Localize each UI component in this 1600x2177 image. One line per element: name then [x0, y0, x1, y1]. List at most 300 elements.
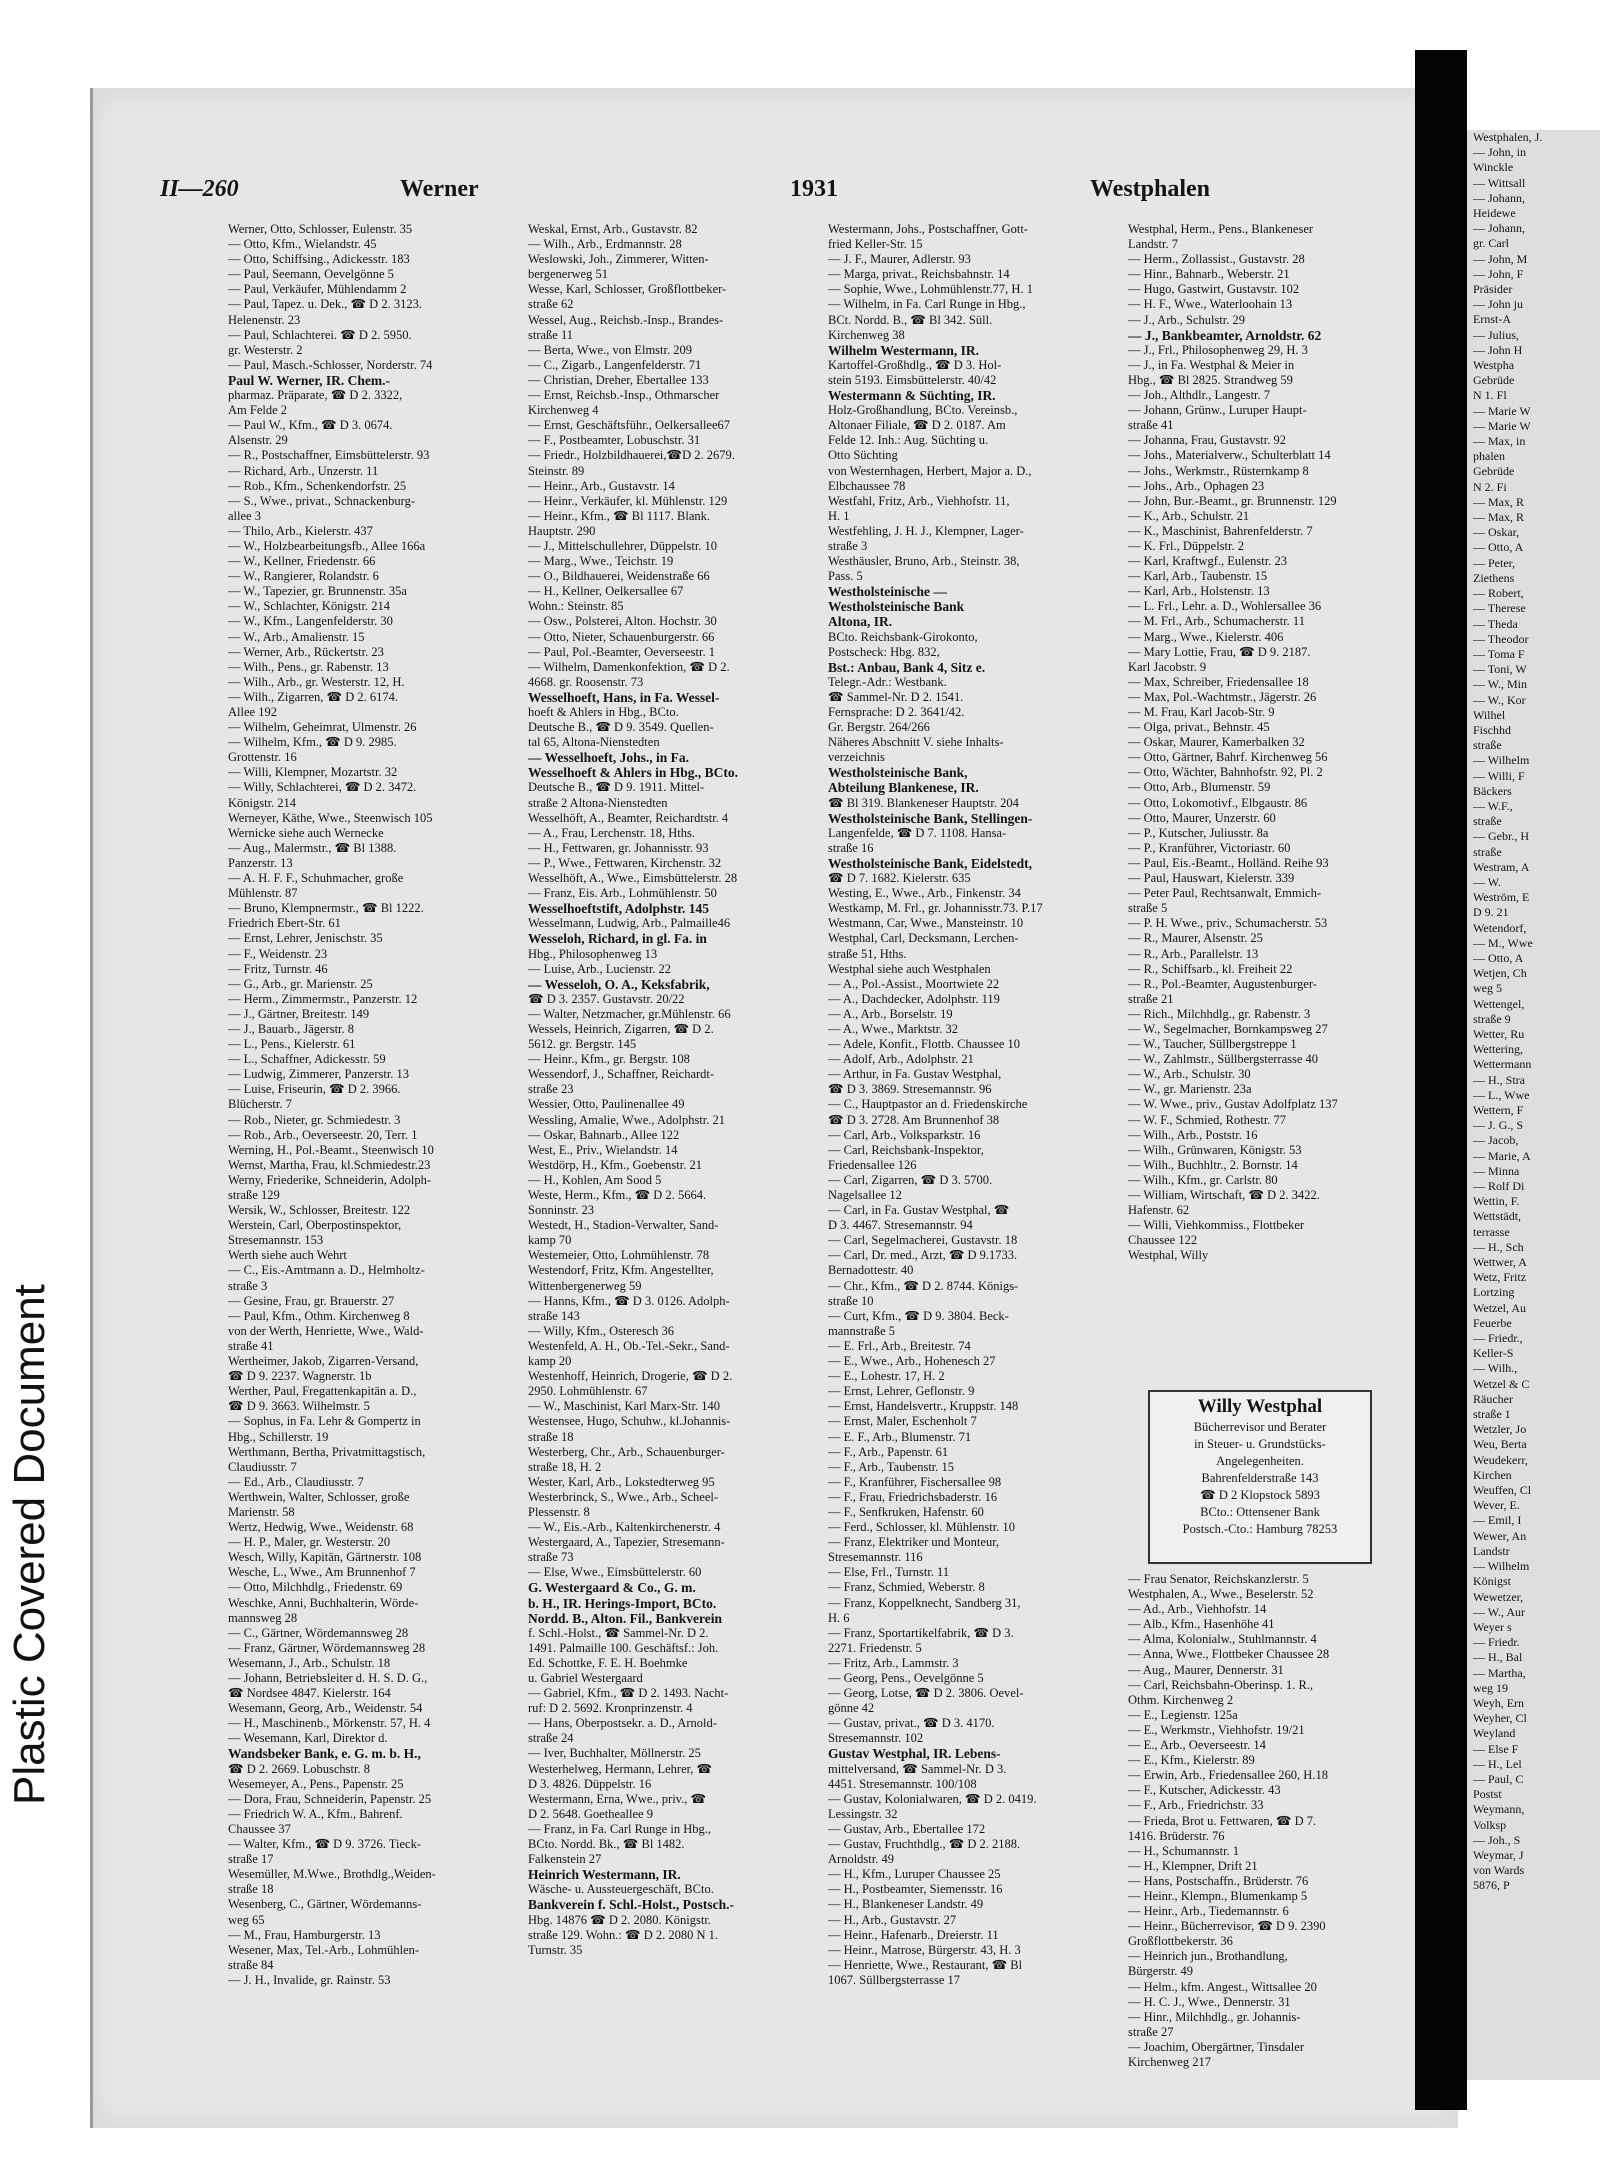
- next-page-entry: — John, in: [1473, 145, 1527, 160]
- directory-entry-line: — Wilh., Arb., Poststr. 16: [1128, 1127, 1258, 1142]
- directory-entry-line: — Christian, Dreher, Ebertallee 133: [528, 372, 709, 387]
- directory-entry-line: — J., Arb., Schulstr. 29: [1128, 312, 1246, 327]
- next-page-entry: — Otto, A: [1473, 950, 1524, 965]
- directory-entry-line: — Osw., Polsterei, Alton. Hochstr. 30: [528, 614, 717, 629]
- directory-entry-line: Wester, Karl, Arb., Lokstedterweg 95: [528, 1474, 715, 1489]
- directory-entry-line: weg 65: [228, 1912, 265, 1927]
- next-page-entry: Wetzel & C: [1473, 1376, 1530, 1391]
- next-page-entry: — H., Sch: [1473, 1239, 1524, 1254]
- next-page-entry: 5876, P: [1473, 1878, 1510, 1893]
- directory-entry-line: Panzerstr. 13: [228, 855, 293, 870]
- next-page-entry: — Theda: [1473, 616, 1518, 631]
- directory-entry-line: — Sophus, in Fa. Lehr & Gompertz in: [228, 1414, 421, 1429]
- directory-entry-line: — A., Frau, Lerchenstr. 18, Hths.: [528, 825, 695, 840]
- directory-entry-line: straße 41: [1128, 418, 1174, 433]
- directory-entry-line: Westedt, H., Stadion-Verwalter, Sand-: [528, 1218, 719, 1233]
- directory-entry-line: Helenenstr. 23: [228, 312, 301, 327]
- next-page-entry: Weyher, Cl: [1473, 1711, 1527, 1726]
- directory-entry-line: — A., Arb., Borselstr. 19: [828, 1006, 953, 1021]
- directory-entry-line: Westendorf, Fritz, Kfm. Angestellter,: [528, 1263, 714, 1278]
- directory-entry-line: straße 51, Hths.: [828, 946, 907, 961]
- next-page-entry: — Paul, C: [1473, 1771, 1524, 1786]
- next-page-entry: — H., Stra: [1473, 1072, 1525, 1087]
- next-page-entry: Westpha: [1473, 358, 1515, 373]
- directory-entry-line: Grottenstr. 16: [228, 750, 297, 765]
- directory-entry-line: — Sophie, Wwe., Lohmühlenstr.77, H. 1: [828, 282, 1033, 297]
- directory-entry-line: Westenhoff, Heinrich, Drogerie, ☎ D 2.: [528, 1369, 733, 1384]
- next-page-entry: — Max, in: [1473, 434, 1526, 449]
- directory-entry-line: — Carl, Reichsbank-Inspektor,: [828, 1142, 984, 1157]
- directory-entry-line: — Ernst, Maler, Eschenholt 7: [828, 1414, 977, 1429]
- next-page-entry: — Rolf Di: [1473, 1179, 1525, 1194]
- next-page-entry: — Wilh.,: [1473, 1361, 1518, 1376]
- directory-entry-line: — Otto, Milchhdlg., Friedenstr. 69: [228, 1580, 403, 1595]
- directory-entry-line: straße 23: [528, 1082, 574, 1097]
- directory-entry-line: — Wilh., Pens., gr. Rabenstr. 13: [228, 659, 389, 674]
- directory-entry-line: — Luise, Arb., Lucienstr. 22: [528, 961, 672, 976]
- directory-entry-line: Westmann, Car, Wwe., Mansteinstr. 10: [828, 916, 1024, 931]
- directory-entry-line: straße 11: [528, 327, 574, 342]
- directory-entry-line: — W., Eis.-Arb., Kaltenkirchenerstr. 4: [528, 1520, 721, 1535]
- directory-entry-line: — Johann, Betriebsleiter d. H. S. D. G.,: [228, 1671, 428, 1685]
- directory-entry-line: — Friedr., Holzbildhauerei,☎D 2. 2679.: [528, 448, 735, 463]
- next-page-entry: Winckle: [1473, 160, 1514, 175]
- column-4: [1128, 222, 1428, 1263]
- directory-entry-line: — Paul, Tapez. u. Dek., ☎ D 2. 3123.: [228, 297, 422, 312]
- directory-entry-line: Wesseloh, Richard, in gl. Fa. in: [528, 931, 707, 947]
- column-4-continued: [1128, 1572, 1428, 2070]
- next-page-entry: — H., Bal: [1473, 1650, 1523, 1665]
- directory-entry-line: Weschke, Anni, Buchhalterin, Wörde-: [228, 1595, 419, 1610]
- next-page-entry: Wetendorf,: [1473, 920, 1527, 935]
- directory-entry-line: Nagelsallee 12: [828, 1188, 902, 1202]
- next-page-entry: Wever, E.: [1473, 1498, 1520, 1513]
- directory-entry-line: — Gustav, Kolonialwaren, ☎ D 2. 0419.: [828, 1791, 1037, 1806]
- directory-entry-line: Wesemeyer, A., Pens., Papenstr. 25: [228, 1776, 404, 1791]
- next-page-entry: — Martha,: [1473, 1665, 1526, 1680]
- directory-entry-line: — Ferd., Schlosser, kl. Mühlenstr. 10: [828, 1520, 1015, 1535]
- directory-entry-line: Hbg., Philosophenweg 13: [528, 946, 658, 961]
- directory-entry-line: — Karl, Kraftwgf., Eulenstr. 23: [1128, 554, 1287, 569]
- next-page-entry: — W.: [1473, 874, 1502, 889]
- directory-entry-line: — Heinr., Arb., Tiedemannstr. 6: [1128, 1904, 1289, 1919]
- directory-entry-line: — F., Senfkruken, Hafenstr. 60: [828, 1504, 984, 1519]
- next-page-entry: — Minna: [1473, 1163, 1520, 1178]
- directory-entry-line: — Mary Lottie, Frau, ☎ D 9. 2187.: [1128, 644, 1311, 659]
- directory-entry-line: Wohn.: Steinstr. 85: [528, 599, 624, 614]
- directory-entry-line: — Paul, Pol.-Beamter, Oeverseestr. 1: [528, 644, 715, 659]
- directory-entry-line: straße 18: [228, 1882, 274, 1897]
- directory-entry-line: Wesch, Willy, Kapitän, Gärtnerstr. 108: [228, 1550, 422, 1565]
- directory-entry-line: Westfahl, Fritz, Arb., Viehhofstr. 11,: [828, 493, 1010, 508]
- directory-entry-line: — Paul, Hauswart, Kielerstr. 339: [1128, 871, 1295, 886]
- ad-line: BCto.: Ottensener Bank: [1200, 1505, 1320, 1519]
- directory-entry-line: — Wilhelm, Kfm., ☎ D 9. 2985.: [228, 735, 397, 750]
- directory-entry-line: — H., Blankeneser Landstr. 49: [828, 1897, 984, 1912]
- directory-entry-line: Paul W. Werner, IR. Chem.-: [228, 372, 391, 388]
- directory-entry-line: — R., Postschaffner, Eimsbüttelerstr. 93: [228, 448, 430, 463]
- directory-entry-line: — Ernst, Lehrer, Geflonstr. 9: [828, 1384, 975, 1399]
- next-page-entry: — John ju: [1473, 297, 1524, 312]
- next-page-entry: — Toni, W: [1473, 662, 1527, 677]
- directory-entry-line: Wesenberg, C., Gärtner, Wördemanns-: [228, 1897, 422, 1912]
- directory-entry-line: — Johann, Grünw., Luruper Haupt-: [1128, 403, 1307, 418]
- directory-entry-line: Postscheck: Hbg. 832,: [828, 644, 940, 659]
- ad-line: Bahrenfelderstraße 143: [1201, 1471, 1319, 1485]
- next-page-entry: Ziethens: [1473, 570, 1515, 585]
- directory-entry-line: 1416. Brüderstr. 76: [1128, 1828, 1225, 1843]
- directory-entry-line: — Otto, Gärtner, Bahrf. Kirchenweg 56: [1128, 750, 1328, 765]
- next-page-entry: straße: [1473, 814, 1502, 829]
- directory-entry-line: straße 129: [228, 1188, 280, 1202]
- directory-entry-line: — Heinr., Klempn., Blumenkamp 5: [1128, 1888, 1308, 1903]
- directory-entry-line: — Carl, Segelmacherei, Gustavstr. 18: [828, 1233, 1018, 1248]
- directory-entry-line: — S., Wwe., privat., Schnackenburg-: [228, 493, 415, 508]
- directory-entry-line: — Fritz, Turnstr. 46: [228, 961, 328, 976]
- directory-entry-line: — R., Schiffsarb., kl. Freiheit 22: [1128, 961, 1293, 976]
- directory-entry-line: Wesselhoeft & Ahlers in Hbg., BCto.: [528, 765, 739, 781]
- directory-entry-line: Wesche, L., Wwe., Am Brunnenhof 7: [228, 1565, 416, 1580]
- directory-entry-line: — Johs., Arb., Ophagen 23: [1128, 478, 1265, 493]
- directory-entry-line: — J. F., Maurer, Adlerstr. 93: [828, 252, 971, 267]
- directory-entry-line: straße 27: [1128, 2024, 1174, 2039]
- page-header: [160, 176, 1380, 216]
- directory-entry-line: — Iver, Buchhalter, Möllnerstr. 25: [528, 1746, 701, 1761]
- directory-entry-line: — Werner, Arb., Rückertstr. 23: [228, 644, 384, 659]
- directory-entry-line: Alsenstr. 29: [228, 433, 288, 448]
- directory-entry-line: straße 5: [1128, 901, 1168, 916]
- directory-entry-line: Holz-Großhandlung, BCto. Vereinsb.,: [828, 403, 1018, 418]
- directory-entry-line: Westphal, Herm., Pens., Blankeneser: [1128, 222, 1314, 236]
- directory-entry-line: — Heinr., Hafenarb., Dreierstr. 11: [828, 1927, 999, 1942]
- next-page-entry: — Johann,: [1473, 190, 1525, 205]
- next-page-entry: Weyh, Ern: [1473, 1695, 1525, 1710]
- directory-entry-line: — Hinr., Milchhdlg., gr. Johannis-: [1128, 2009, 1301, 2024]
- next-page-entry: N 2. Fi: [1473, 479, 1507, 494]
- directory-entry-line: — Erwin, Arb., Friedensallee 260, H.18: [1128, 1768, 1328, 1783]
- next-page-entry: Weuffen, Cl: [1473, 1483, 1532, 1498]
- directory-entry-line: — Rob., Arb., Oeverseestr. 20, Terr. 1: [228, 1127, 418, 1142]
- directory-entry-line: Westphal, Willy: [1128, 1248, 1209, 1263]
- directory-entry-line: — Ad., Arb., Viehhofstr. 14: [1128, 1602, 1267, 1617]
- directory-entry-line: — Ernst, Lehrer, Jenischstr. 35: [228, 931, 383, 946]
- directory-entry-line: — Hugo, Gastwirt, Gustavstr. 102: [1128, 282, 1300, 297]
- directory-entry-line: — Frau Senator, Reichskanzlerstr. 5: [1128, 1572, 1309, 1586]
- directory-entry-line: — E., Legienstr. 125a: [1128, 1707, 1238, 1722]
- directory-entry-line: — Aug., Malermstr., ☎ Bl 1388.: [228, 840, 397, 855]
- directory-entry-line: straße 3: [228, 1278, 268, 1293]
- directory-entry-line: — Joachim, Obergärtner, Tinsdaler: [1128, 2039, 1304, 2054]
- directory-entry-line: straße 18: [528, 1429, 574, 1444]
- directory-entry-line: gr. Westerstr. 2: [228, 342, 303, 357]
- directory-entry-line: — Peter Paul, Rechtsanwalt, Emmich-: [1128, 886, 1322, 901]
- directory-entry-line: — Johs., Materialverw., Schulterblatt 14: [1128, 448, 1331, 463]
- directory-entry-line: — Otto, Lokomotivf., Elbgaustr. 86: [1128, 795, 1308, 810]
- directory-entry-line: — Berta, Wwe., von Elmstr. 209: [528, 342, 692, 357]
- directory-entry-line: — Otto, Wächter, Bahnhofstr. 92, Pl. 2: [1128, 765, 1323, 780]
- next-page-entry: Königst: [1473, 1574, 1512, 1589]
- directory-entry-line: — Franz, Eis. Arb., Lohmühlenstr. 50: [528, 886, 717, 901]
- directory-entry-line: — Heinr., Kfm., ☎ Bl 1117. Blank.: [528, 508, 710, 523]
- directory-entry-line: — Gesine, Frau, gr. Brauerstr. 27: [228, 1293, 395, 1308]
- directory-entry-line: Blücherstr. 7: [228, 1097, 292, 1112]
- directory-entry-line: — Paul, Kfm., Othm. Kirchenweg 8: [228, 1308, 410, 1323]
- directory-entry-line: Friedensallee 126: [828, 1157, 917, 1172]
- header-last-name: Westphalen: [1090, 176, 1211, 202]
- next-page-entry: Gebrüde: [1473, 464, 1515, 479]
- next-page-entry: Weu, Berta: [1473, 1437, 1527, 1452]
- directory-entry-line: — Heinr., Kfm., gr. Bergstr. 108: [528, 1052, 690, 1067]
- directory-entry-line: Westermann & Süchting, IR.: [828, 388, 996, 404]
- directory-entry-line: — Gabriel, Kfm., ☎ D 2. 1493. Nacht-: [528, 1686, 729, 1701]
- column-3: [828, 222, 1128, 1988]
- directory-entry-line: Wittenbergenerweg 59: [528, 1278, 642, 1293]
- next-page-entry: Landstr: [1473, 1543, 1510, 1558]
- directory-entry-line: — Bruno, Klempnermstr., ☎ Bl 1222.: [228, 901, 424, 916]
- directory-entry-line: — O., Bildhauerei, Weidenstraße 66: [528, 569, 710, 584]
- directory-entry-line: — Heinr., Bücherrevisor, ☎ D 9. 2390: [1128, 1919, 1326, 1934]
- directory-entry-line: — Heinr., Matrose, Bürgerstr. 43, H. 3: [828, 1942, 1021, 1957]
- directory-entry-line: — P., Kranführer, Victoriastr. 60: [1128, 840, 1291, 855]
- directory-entry-line: D 2. 5648. Goetheallee 9: [528, 1806, 653, 1821]
- directory-entry-line: Westensee, Hugo, Schuhw., kl.Johannis-: [528, 1414, 731, 1429]
- next-page-entry: Wetter, Ru: [1473, 1026, 1525, 1041]
- directory-entry-line: straße 84: [228, 1957, 274, 1972]
- directory-entry-line: — Arthur, in Fa. Gustav Westphal,: [828, 1067, 1002, 1082]
- next-page-entry: straße: [1473, 844, 1502, 859]
- directory-entry-line: — J., Bauarb., Jägerstr. 8: [228, 1021, 355, 1036]
- directory-entry-line: Wesselhoeft, Hans, in Fa. Wessel-: [528, 689, 720, 705]
- directory-entry-line: — Otto, Schiffsing., Adickesstr. 183: [228, 252, 410, 267]
- directory-entry-line: Chaussee 37: [228, 1821, 291, 1836]
- next-page-entry: D 9. 21: [1473, 905, 1509, 920]
- directory-entry-line: — C., Hauptpastor an d. Friedenskirche: [828, 1097, 1028, 1112]
- directory-entry-line: — G., Arb., gr. Marienstr. 25: [228, 976, 373, 991]
- header-first-name: Werner: [400, 176, 479, 202]
- directory-entry-line: Hafenstr. 62: [1128, 1203, 1190, 1218]
- directory-entry-line: ☎ D 9. 3663. Wilhelmstr. 5: [228, 1399, 370, 1414]
- next-page-entry: — M., Wwe: [1473, 935, 1533, 950]
- next-page-entry: — Friedr.,: [1473, 1331, 1523, 1346]
- directory-entry-line: — Marga, privat., Reichsbahnstr. 14: [828, 267, 1010, 282]
- directory-entry-line: straße 62: [528, 297, 574, 312]
- next-page-entry: Gebrüde: [1473, 373, 1515, 388]
- directory-entry-line: Otto Süchting: [828, 448, 898, 463]
- next-page-entry: Präsider: [1473, 282, 1513, 297]
- directory-entry-line: Westenfeld, A. H., Ob.-Tel.-Sekr., Sand-: [528, 1338, 730, 1353]
- next-page-entry: Wetzler, Jo: [1473, 1422, 1527, 1437]
- directory-entry-line: Näheres Abschnitt V. siehe Inhalts-: [828, 735, 1004, 750]
- directory-entry-line: — Wesemann, Karl, Direktor d.: [228, 1731, 388, 1746]
- next-page-entry: Heidewe: [1473, 206, 1516, 221]
- next-page-entry: — Theodor: [1473, 631, 1529, 646]
- directory-entry-line: — E., Lohestr. 17, H. 2: [828, 1369, 945, 1384]
- page-number: II—260: [160, 176, 239, 202]
- directory-entry-line: — F., Kranführer, Fischersallee 98: [828, 1474, 1002, 1489]
- directory-entry-line: straße 3: [828, 538, 868, 553]
- directory-entry-line: mannstraße 5: [828, 1323, 895, 1338]
- directory-entry-line: — E., Wwe., Arb., Hohenesch 27: [828, 1354, 996, 1369]
- directory-entry-line: Wesselmann, Ludwig, Arb., Palmaille46: [528, 916, 731, 931]
- directory-entry-line: Marienstr. 58: [228, 1504, 295, 1519]
- directory-entry-line: straße 41: [228, 1338, 274, 1353]
- directory-entry-line: — F., Weidenstr. 23: [228, 946, 328, 961]
- directory-entry-line: — Luise, Friseurin, ☎ D 2. 3966.: [228, 1082, 401, 1097]
- directory-entry-line: Westergaard, A., Tapezier, Stresemann-: [528, 1535, 725, 1550]
- next-page-entry: — Johann,: [1473, 221, 1525, 236]
- directory-entry-line: — H., Schumannstr. 1: [1128, 1843, 1240, 1858]
- directory-entry-line: — Willi, Klempner, Mozartstr. 32: [228, 765, 398, 780]
- ad-line: ☎ D 2 Klopstock 5893: [1200, 1488, 1320, 1502]
- directory-entry-line: — Wesseloh, O. A., Keksfabrik,: [528, 976, 710, 992]
- directory-entry-line: — Rich., Milchhdlg., gr. Rabenstr. 3: [1128, 1006, 1311, 1021]
- directory-entry-line: Langenfelde, ☎ D 7. 1108. Hansa-: [828, 825, 1007, 840]
- next-page-entry: — John, F: [1473, 266, 1524, 281]
- directory-entry-line: Werth siehe auch Wehrt: [228, 1248, 347, 1263]
- directory-entry-line: Wessling, Amalie, Wwe., Adolphstr. 21: [528, 1112, 726, 1127]
- directory-entry-line: 1491. Palmaille 100. Geschäftsf.: Joh.: [528, 1640, 719, 1655]
- next-page-entry: Weyland: [1473, 1726, 1516, 1741]
- next-page-entry: — Wilhelm: [1473, 753, 1530, 768]
- directory-entry-line: — Else, Frl., Turnstr. 11: [828, 1565, 950, 1580]
- column-2: [528, 222, 828, 1958]
- directory-entry-line: straße 2 Altona-Nienstedten: [528, 795, 668, 810]
- directory-entry-line: — M., Frau, Hamburgerstr. 13: [228, 1927, 381, 1942]
- directory-entry-line: Westphal siehe auch Westphalen: [828, 961, 991, 976]
- directory-entry-line: Friedrich Ebert-Str. 61: [228, 916, 341, 931]
- directory-entry-line: — Wilhelm, Damenkonfektion, ☎ D 2.: [528, 659, 730, 674]
- next-page-entry: straße 1: [1473, 1407, 1511, 1422]
- directory-entry-line: — Otto, Maurer, Unzerstr. 60: [1128, 810, 1276, 825]
- directory-entry-line: ☎ D 3. 2728. Am Brunnenhof 38: [828, 1112, 1000, 1127]
- directory-entry-line: — Aug., Maurer, Dennerstr. 31: [1128, 1662, 1284, 1677]
- directory-entry-line: straße 21: [1128, 991, 1174, 1006]
- directory-entry-line: Großflottbekerstr. 36: [1128, 1934, 1233, 1949]
- directory-entry-line: Bürgerstr. 49: [1128, 1964, 1194, 1979]
- next-page-entry: — Wilhelm: [1473, 1559, 1530, 1574]
- directory-entry-line: — M. Frau, Karl Jacob-Str. 9: [1128, 705, 1275, 719]
- next-page-entry: Wettern, F: [1473, 1103, 1524, 1117]
- directory-entry-line: — M. Frl., Arb., Schumacherstr. 11: [1128, 614, 1305, 629]
- directory-entry-line: — Herm., Zollassist., Gustavstr. 28: [1128, 252, 1305, 267]
- directory-entry-line: von der Werth, Henriette, Wwe., Wald-: [228, 1323, 424, 1338]
- directory-entry-line: — E. Frl., Arb., Breitestr. 74: [828, 1338, 971, 1353]
- directory-entry-line: Deutsche B., ☎ D 9. 1911. Mittel-: [528, 780, 705, 795]
- directory-entry-line: — Rob., Nieter, gr. Schmiedestr. 3: [228, 1112, 401, 1127]
- directory-entry-line: Nordd. B., Alton. Fil., Bankverein: [528, 1610, 723, 1626]
- directory-entry-line: Falkenstein 27: [528, 1852, 602, 1867]
- directory-entry-line: ☎ Bl 319. Blankeneser Hauptstr. 204: [828, 795, 1019, 810]
- directory-entry-line: — Gustav, Fruchthdlg., ☎ D 2. 2188.: [828, 1837, 1021, 1852]
- directory-entry-line: — Franz, in Fa. Carl Runge in Hbg.,: [528, 1821, 711, 1836]
- directory-entry-line: — P., Kutscher, Juliusstr. 8a: [1128, 825, 1269, 840]
- directory-entry-line: — Alma, Kolonialw., Stuhlmannstr. 4: [1128, 1632, 1317, 1647]
- directory-entry-line: Felde 12. Inh.: Aug. Süchting u.: [828, 433, 989, 448]
- directory-entry-line: — Heinr., Verkäufer, kl. Mühlenstr. 129: [528, 493, 728, 508]
- directory-entry-line: — Ed., Arb., Claudiusstr. 7: [228, 1474, 364, 1489]
- directory-entry-line: Steinstr. 89: [528, 463, 585, 478]
- directory-entry-line: Kirchenweg 4: [528, 403, 599, 418]
- directory-entry-line: — Carl, Dr. med., Arzt, ☎ D 9.1733.: [828, 1248, 1018, 1263]
- directory-entry-line: — W., Zahlmstr., Süllbergsterrasse 40: [1128, 1052, 1319, 1067]
- directory-entry-line: Hbg. 14876 ☎ D 2. 2080. Königstr.: [528, 1912, 711, 1927]
- next-page-entry: von Wards: [1473, 1863, 1525, 1878]
- directory-entry-line: — Paul, Masch.-Schlosser, Norderstr. 74: [228, 357, 433, 372]
- next-page-entry: — Marie W: [1473, 403, 1531, 418]
- directory-entry-line: hoeft & Ahlers in Hbg., BCto.: [528, 705, 679, 719]
- directory-entry-line: Ed. Schottke, F. E. H. Boehmke: [528, 1655, 688, 1670]
- directory-entry-line: — Georg, Lotse, ☎ D 2. 3806. Oevel-: [828, 1686, 1024, 1701]
- ad-line: in Steuer- u. Grundstücks-: [1194, 1437, 1326, 1451]
- next-page-entry: — Jacob,: [1473, 1133, 1519, 1148]
- directory-entry-line: Westermann, Johs., Postschaffner, Gott-: [828, 222, 1028, 236]
- directory-entry-line: — Franz, Elektriker und Monteur,: [828, 1535, 999, 1550]
- directory-entry-line: Wäsche- u. Aussteuergeschäft, BCto.: [528, 1882, 714, 1897]
- directory-entry-line: ☎ D 9. 2237. Wagnerstr. 1b: [228, 1369, 372, 1384]
- directory-entry-line: — F., Arb., Friedrichstr. 33: [1128, 1798, 1264, 1813]
- directory-entry-line: straße 10: [828, 1293, 874, 1308]
- directory-entry-line: straße 129. Wohn.: ☎ D 2. 2080 N 1.: [528, 1927, 719, 1942]
- next-page-entry: — W., Min: [1473, 677, 1528, 692]
- directory-entry-line: — Curt, Kfm., ☎ D 9. 3804. Beck-: [828, 1308, 1009, 1323]
- directory-entry-line: — Carl, Reichsbahn-Oberinsp. 1. R.,: [1128, 1677, 1314, 1692]
- directory-entry-line: — J., Gärtner, Breitestr. 149: [228, 1006, 370, 1021]
- directory-entry-line: — P., Wwe., Fettwaren, Kirchenstr. 32: [528, 855, 722, 870]
- next-page-entry: — Emil, I: [1473, 1513, 1522, 1528]
- directory-entry-line: Kartoffel-Großhdlg., ☎ D 3. Hol-: [828, 357, 1002, 372]
- directory-entry-line: — C., Gärtner, Wördemannsweg 28: [228, 1625, 409, 1640]
- directory-entry-line: — Chr., Kfm., ☎ D 2. 8744. Königs-: [828, 1278, 1019, 1293]
- next-page-entry: Postst: [1473, 1787, 1502, 1802]
- next-page-entry: phalen: [1473, 449, 1505, 464]
- next-page-entry: — John H: [1473, 342, 1523, 357]
- next-page-entry: straße 9: [1473, 1011, 1511, 1026]
- next-page-entry: Wettwer, A: [1473, 1255, 1527, 1270]
- directory-entry-line: Lessingstr. 32: [828, 1806, 898, 1821]
- directory-entry-line: — Willi, Viehkommiss., Flottbeker: [1128, 1218, 1305, 1233]
- directory-entry-line: — Georg, Pens., Oevelgönne 5: [828, 1671, 984, 1685]
- next-page-entry: Weyer s: [1473, 1619, 1512, 1634]
- directory-entry-line: — W., Holzbearbeitungsfb., Allee 166a: [228, 538, 426, 553]
- directory-entry-line: — Henriette, Wwe., Restaurant, ☎ Bl: [828, 1957, 1023, 1972]
- next-page-entry: Wetzel, Au: [1473, 1300, 1527, 1315]
- directory-entry-line: Westphalen, A., Wwe., Beselerstr. 52: [1128, 1587, 1314, 1602]
- directory-entry-line: mittelversand, ☎ Sammel-Nr. D 3.: [828, 1761, 1007, 1776]
- directory-entry-line: — Carl, in Fa. Gustav Westphal, ☎: [828, 1203, 1010, 1218]
- directory-entry-line: Wesemann, Georg, Arb., Weidenstr. 54: [228, 1701, 423, 1716]
- ad-line: Postsch.-Cto.: Hamburg 78253: [1182, 1522, 1338, 1536]
- directory-entry-line: straße 143: [528, 1308, 580, 1323]
- directory-entry-line: — W., Rangierer, Rolandstr. 6: [228, 569, 379, 584]
- directory-entry-line: Kirchenweg 217: [1128, 2055, 1211, 2069]
- directory-entry-line: Wesemann, J., Arb., Schulstr. 18: [228, 1655, 391, 1670]
- directory-entry-line: — Otto, Nieter, Schauenburgerstr. 66: [528, 629, 715, 644]
- directory-entry-line: — W., Kfm., Langenfelderstr. 30: [228, 614, 393, 629]
- directory-entry-line: — Frieda, Brot u. Fettwaren, ☎ D 7.: [1128, 1813, 1317, 1828]
- directory-entry-line: Gr. Bergstr. 264/266: [828, 720, 930, 735]
- next-page-entry: Westphalen, J.: [1473, 130, 1543, 144]
- directory-entry-line: — Willy, Schlachterei, ☎ D 2. 3472.: [228, 780, 417, 795]
- directory-entry-line: Deutsche B., ☎ D 9. 3549. Quellen-: [528, 720, 714, 735]
- ad-title: Willy Westphal: [1197, 1396, 1323, 1417]
- directory-entry-line: Königstr. 214: [228, 795, 297, 810]
- directory-entry-line: Bernadottestr. 40: [828, 1263, 914, 1278]
- directory-entry-line: Westphal, Carl, Decksmann, Lerchen-: [828, 931, 1019, 946]
- directory-entry-line: — W. F., Schmied, Rothestr. 77: [1128, 1112, 1287, 1127]
- next-page-entry: Weudekerr,: [1473, 1452, 1528, 1467]
- next-page-entry: Wettstädt,: [1473, 1209, 1522, 1224]
- directory-entry-line: — Ernst, Geschäftsführ., Oelkersallee67: [528, 418, 731, 433]
